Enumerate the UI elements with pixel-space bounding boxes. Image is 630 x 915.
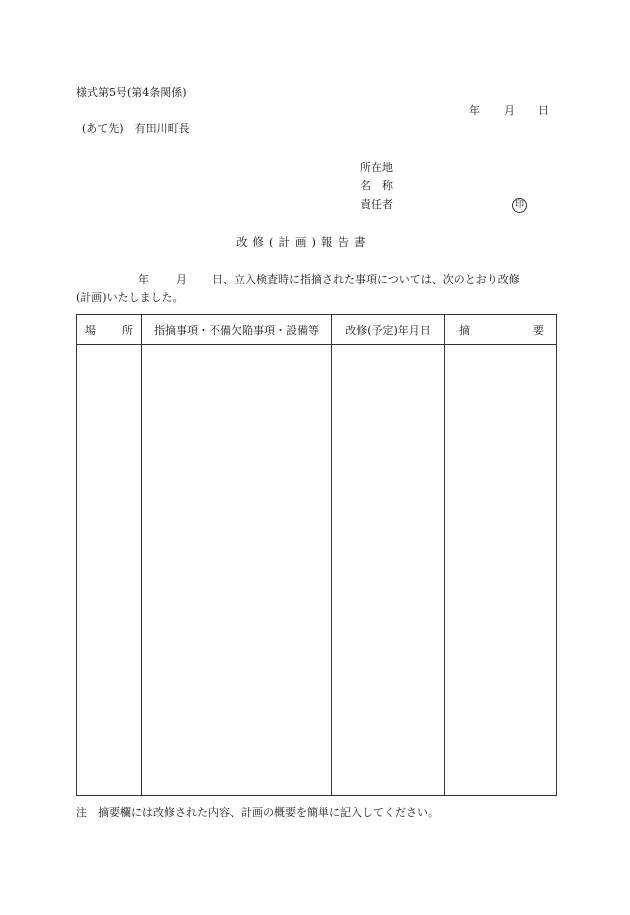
cell-place[interactable]: [77, 345, 142, 796]
header-items: [142, 315, 332, 345]
header-place-b: 所: [122, 323, 133, 337]
address-label: 所在地: [360, 161, 393, 174]
header-summary-a: 摘: [459, 323, 470, 337]
date-year: 年: [469, 104, 480, 117]
cell-date[interactable]: [332, 345, 445, 796]
document-title: 改修(計画)報告書: [236, 235, 371, 249]
form-number: 様式第5号(第4条関係): [76, 86, 187, 99]
table-body-row: [77, 345, 557, 796]
body-line-1: 日、立入検査時に指摘された事項については、次のとおり改修: [212, 273, 520, 286]
header-summary-b: 要: [533, 323, 544, 337]
table-header-row: [77, 315, 557, 345]
seal-mark: 印: [512, 198, 527, 213]
manager-label: 責任者: [360, 198, 393, 211]
header-summary: [445, 315, 557, 345]
date-month: 月: [504, 104, 515, 117]
addressee: (あて先) 有田川町長: [82, 122, 190, 135]
cell-items[interactable]: [142, 345, 332, 796]
header-items-label: 指摘事項・不備欠陥事項・設備等: [154, 323, 319, 337]
header-date-label: 改修(予定)年月日: [345, 323, 431, 337]
cell-summary[interactable]: [445, 345, 557, 796]
footnote: 注 摘要欄には改修された内容、計画の概要を簡単に記入してください。: [76, 806, 439, 819]
name-label: 名 称: [360, 179, 393, 192]
report-table: [76, 314, 557, 796]
header-place-a: 場: [85, 323, 96, 337]
date-day: 日: [538, 104, 549, 117]
header-place: [77, 315, 142, 345]
body-year: 年: [138, 273, 149, 286]
body-line-2: (計画)いたしました。: [76, 291, 184, 304]
body-month: 月: [176, 273, 187, 286]
header-date: [332, 315, 445, 345]
